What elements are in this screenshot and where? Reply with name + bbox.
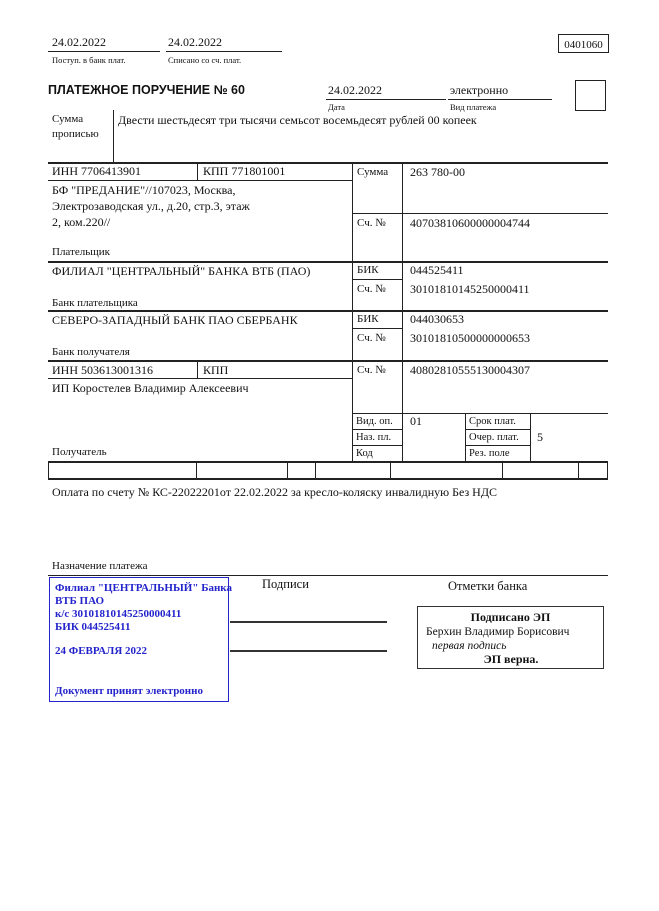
- date-value: 24.02.2022: [328, 83, 382, 97]
- table-line: [352, 445, 402, 446]
- payer-bank-label: Банк плательщика: [52, 297, 138, 309]
- priority-label: Очер. плат.: [469, 432, 519, 443]
- table-line: [48, 461, 608, 463]
- payee-bank-account-label: Сч. №: [357, 332, 386, 344]
- reserve-field-label: Рез. поле: [469, 448, 510, 459]
- esign-title: Подписано ЭП: [470, 610, 551, 624]
- table-line: [352, 328, 402, 329]
- codes-row-divider: [196, 461, 197, 479]
- esign-box: [417, 606, 604, 669]
- codes-row-divider: [607, 461, 608, 479]
- debited-date: 24.02.2022: [168, 35, 222, 49]
- payee-bank-name: СЕВЕРО-ЗАПАДНЫЙ БАНК ПАО СБЕРБАНК: [52, 313, 298, 327]
- table-line: [48, 575, 608, 576]
- payee-inn: ИНН 503613001316: [52, 363, 153, 377]
- amount-words-label-2: прописью: [52, 128, 99, 140]
- codes-row-divider: [390, 461, 391, 479]
- purpose-text: Оплата по счету № КС-22022201от 22.02.2022 за кресло-коляску инвалидную Без НДС: [52, 485, 498, 499]
- payer-bank-account-value: 30101810145250000411: [410, 282, 530, 296]
- stamp-line-1: Филиал "ЦЕНТРАЛЬНЫЙ" Банка: [55, 582, 232, 594]
- table-line: [530, 413, 531, 461]
- amount-words-label-1: Сумма: [52, 113, 84, 125]
- debited-date-label: Списано со сч. плат.: [168, 55, 242, 65]
- table-line: [352, 213, 608, 214]
- payee-bank-bik-value: 044030653: [410, 312, 464, 326]
- priority-value: 5: [537, 430, 543, 444]
- payee-label: Получатель: [52, 446, 107, 458]
- stamp-line-5: 24 ФЕВРАЛЯ 2022: [55, 645, 148, 657]
- amount-words-divider: [113, 110, 114, 162]
- payer-name-line1: БФ "ПРЕДАНИЕ"//107023, Москва,: [52, 183, 236, 197]
- table-line: [48, 261, 608, 263]
- signatures-label: Подписи: [262, 577, 309, 591]
- codes-row-divider: [502, 461, 503, 479]
- payer-name-line3: 2, ком.220//: [52, 215, 111, 229]
- payer-bank-bik-value: 044525411: [410, 263, 464, 277]
- bank-marks-label: Отметки банка: [448, 579, 528, 593]
- received-date: 24.02.2022: [52, 35, 106, 49]
- stamp-line-6: Документ принят электронно: [55, 685, 203, 697]
- op-type-value: 01: [410, 414, 422, 428]
- payee-account-value: 40802810555130004307: [410, 363, 530, 377]
- table-line: [48, 478, 608, 480]
- codes-row-divider: [48, 461, 49, 479]
- payer-label: Плательщик: [52, 246, 110, 258]
- table-line: [465, 429, 530, 430]
- stamp-line-4: БИК 044525411: [55, 621, 131, 633]
- received-date-label: Поступ. в банк плат.: [52, 55, 126, 65]
- payer-account-value: 40703810600000004744: [410, 216, 530, 230]
- payer-name-line2: Электрозаводская ул., д.20, стр.3, этаж: [52, 199, 250, 213]
- purpose-label: Назначение платежа: [52, 560, 148, 572]
- stamp-line-3: к/с 30101810145250000411: [55, 608, 182, 620]
- payer-inn: ИНН 7706413901: [52, 164, 141, 178]
- debited-date-underline: [166, 51, 282, 52]
- date-label: Дата: [328, 102, 345, 112]
- signature-line: [230, 621, 387, 623]
- bank-stamp-box: [49, 577, 232, 702]
- table-line: [352, 429, 402, 430]
- payment-type-label: Вид платежа: [450, 102, 497, 112]
- table-line: [48, 180, 352, 181]
- table-line: [48, 360, 608, 362]
- received-date-underline: [48, 51, 160, 52]
- status-checkbox: [575, 80, 606, 111]
- esign-verified: ЭП верна.: [483, 652, 539, 666]
- codes-row-divider: [287, 461, 288, 479]
- table-line: [465, 445, 530, 446]
- payer-kpp: КПП 771801001: [203, 164, 286, 178]
- codes-row-divider: [578, 461, 579, 479]
- form-code-box: [558, 34, 609, 53]
- esign-subtitle: первая подпись: [432, 640, 507, 652]
- table-line: [352, 279, 402, 280]
- amount-value: 263 780-00: [410, 165, 465, 179]
- payment-type-underline: [448, 99, 552, 100]
- stamp-line-2: ВТБ ПАО: [55, 595, 105, 607]
- payee-kpp: КПП: [203, 363, 229, 377]
- inn-kpp-divider: [197, 162, 198, 180]
- payer-account-label: Сч. №: [357, 217, 386, 229]
- payee-account-label: Сч. №: [357, 364, 386, 376]
- payee-name: ИП Коростелев Владимир Алексеевич: [52, 381, 249, 395]
- payment-type-value: электронно: [450, 83, 509, 97]
- table-line: [48, 378, 352, 379]
- payee-bank-account-value: 30101810500000000653: [410, 331, 530, 345]
- table-line: [352, 413, 608, 414]
- esign-name: Берхин Владимир Борисович: [426, 626, 570, 638]
- due-date-label: Срок плат.: [469, 416, 516, 427]
- codes-row-divider: [315, 461, 316, 479]
- payee-bank-label: Банк получателя: [52, 346, 130, 358]
- document-title: ПЛАТЕЖНОЕ ПОРУЧЕНИЕ № 60: [48, 83, 245, 97]
- payee-bank-bik-label: БИК: [357, 313, 379, 325]
- table-line: [48, 310, 608, 312]
- amount-label: Сумма: [357, 166, 389, 178]
- form-code: 0401060: [564, 39, 603, 51]
- payer-bank-account-label: Сч. №: [357, 283, 386, 295]
- op-type-label: Вид. оп.: [356, 416, 393, 427]
- inn-kpp-divider: [197, 360, 198, 378]
- payer-bank-name: ФИЛИАЛ "ЦЕНТРАЛЬНЫЙ" БАНКА ВТБ (ПАО): [52, 264, 311, 278]
- amount-words-value: Двести шестьдесят три тысячи семьсот восемьдесят рублей 00 копеек: [118, 113, 477, 127]
- signature-line: [230, 650, 387, 652]
- code-label: Код: [356, 448, 373, 459]
- purpose-code-label: Наз. пл.: [356, 432, 392, 443]
- table-line: [465, 413, 466, 461]
- payer-bank-bik-label: БИК: [357, 264, 379, 276]
- date-underline: [326, 99, 446, 100]
